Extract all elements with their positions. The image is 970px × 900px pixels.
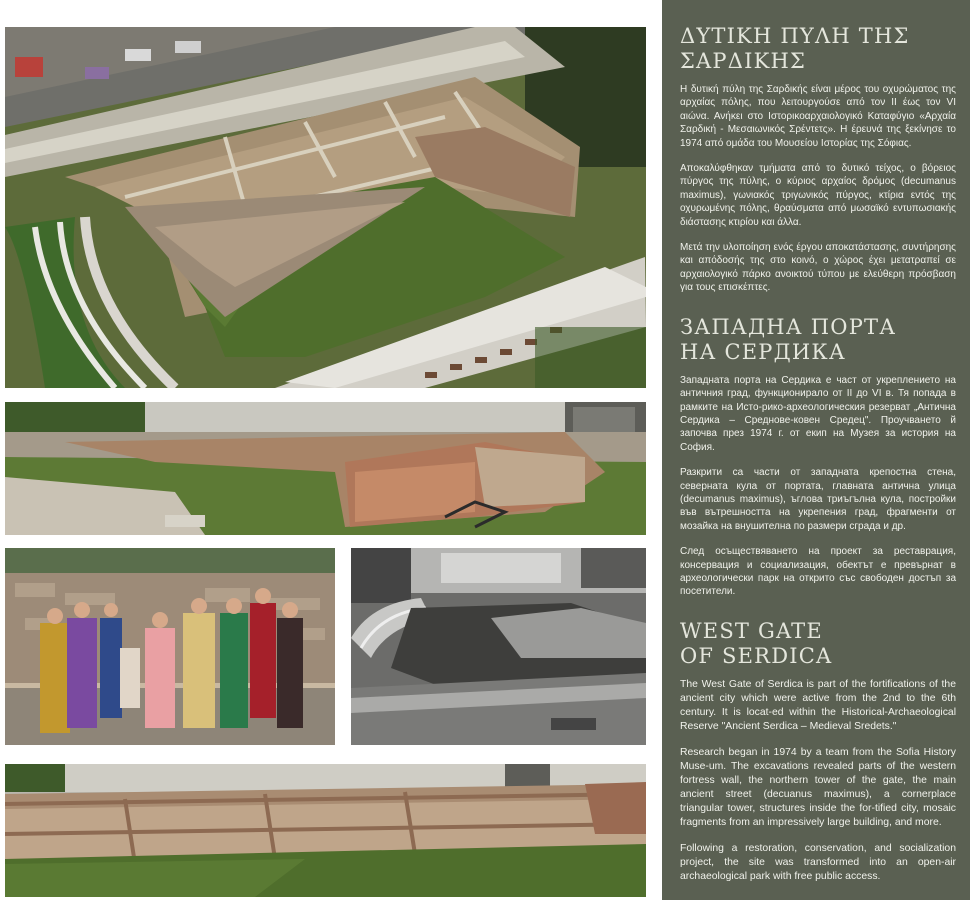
english-title: WEST GATE OF SERDICA — [680, 618, 833, 668]
site-overview-photo — [5, 402, 646, 535]
bulgarian-paragraph: След осъществяването на проект за реставрация, консервация и социализация, обектът е превърнат в археологически парк на открито със свободен достъп за посетители. — [680, 546, 956, 598]
bulgarian-section — [680, 315, 956, 599]
greek-paragraph: Μετά την υλοποίηση ενός έργου αποκατάστασης, συντήρησης και απόδοσής της στο κοινό, ο χώρος έχει μετατραπεί σε αρχαιολογικό πάρκο ανοικτού τύπου με ελεύθερη πρόσβαση για τους επισκέπτες. — [680, 242, 956, 294]
costumed-group-photo — [5, 548, 335, 745]
greek-paragraph: Η δυτική πύλη της Σαρδικής είναι μέρος του οχυρώματος της αρχαίας πόλης, που λειτουργούσε από τον ΙΙ έως τον VΙ αιώνα. Ανήκει στο Ιστορικοαρχαιολογικό Καταφύγιο «Αρχαία Σαρδική - Μεσαιωνικός Σρέντετς». Η έρευνά της ξεκίνησε το 1974 από ομάδα του Μουσείου Ιστορίας της Σόφιας. — [680, 84, 956, 149]
black-white-photo — [351, 548, 646, 745]
ruins-panorama-photo — [5, 764, 646, 897]
bulgarian-title: ЗАПАДНА ПОРТА НА СЕРДИКА — [680, 314, 897, 364]
aerial-view-photo — [5, 27, 646, 388]
greek-section — [680, 24, 956, 295]
text-panel — [662, 0, 970, 900]
english-paragraph: Research began in 1974 by a team from the Sofia History Muse-um. The excavations revealed parts of the western fortress wall, the northern tower of the gate, the main ancient street (decuanus maximus), a cornerplace triangular tower, structures inside the for-tified city, mosaic fragments from an impressively large building, and more. — [680, 746, 956, 828]
english-section — [680, 619, 956, 884]
bulgarian-paragraph: Разкрити са части от западната крепостна стена, северната кула от портата, главната антична улица (decumanus maximus), ъглова триъгълна кула, постройки във вътрешността на укрепения град, фрагменти от мозайка на внушителна по размери сграда и др. — [680, 467, 956, 532]
english-paragraph: Following a restoration, conservation, and socialization project, the site was transformed into an open-air archaeological park with free public access. — [680, 842, 956, 882]
greek-title: ΔΥΤΙΚΗ ΠΥΛΗ ΤΗΣ ΣΑΡΔΙΚΗΣ — [680, 24, 910, 73]
english-paragraph: The West Gate of Serdica is part of the fortifications of the ancient city which were active from the 2nd to the 6th century. It is locat-ed within the Historical-Archaeological Reserve "Ancient Serdica – Medieval Sredets." — [680, 678, 956, 732]
bulgarian-paragraph: Западната порта на Сердика е част от укреплението на античния град, функционирало от II до VI в. Тя попада в рамките на Исто-рико-археологическия резерват „Античнa Сердика – Среднове-ковен Средец". Проучването й започва през 1974 г. от екип на Музея за история на София. — [680, 374, 956, 453]
greek-paragraph: Αποκαλύφθηκαν τμήματα από το δυτικό τείχος, ο βόρειος πύργος της πύλης, ο κύριος αρχαίος δρόμος (decumanus maximus), γωνιακός τριγωνικός πύργος, κτίρια εντός της οχυρωμένης πόλης, θραύσματα από μωσαϊκό εντυπωσιακής διάστασης κτιρίου και άλλα. — [680, 163, 956, 228]
